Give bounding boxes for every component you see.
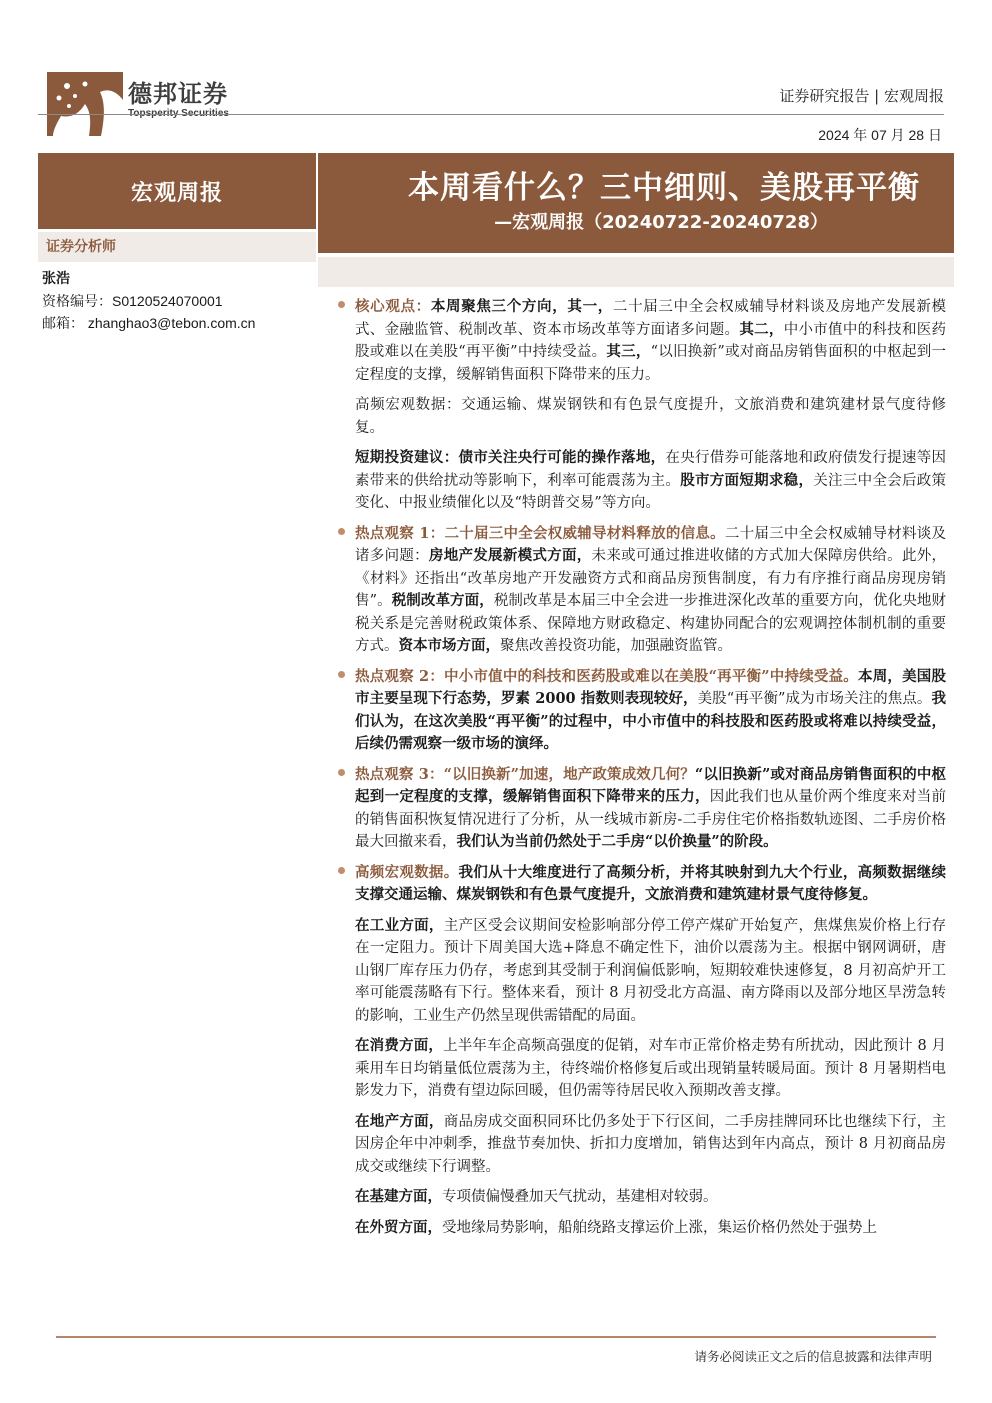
text-segment: 上半年车企高频高强度的促销，对车市正常价格走势有所扰动，因此预计 8 月乘用车日均销量低位震荡为主，待终端价格修复后或出现销量转暖局面。预计 8 月暑期档电影发力下，消费有望边际回暖，但仍需等待居民收入预期改善支撑。 <box>355 1038 946 1099</box>
analyst-cert: 资格编号：S0120524070001 <box>42 293 223 309</box>
report-subtitle: —宏观周报（20240722-20240728） <box>494 212 828 233</box>
body-paragraph <box>336 523 946 658</box>
text-segment: 在消费方面， <box>355 1037 444 1054</box>
text-segment: 关注三中全会后政策变化、中报业绩催化以及“特朗普交易”等方向。 <box>355 472 947 511</box>
bullet-icon <box>338 769 345 776</box>
report-type: 证券研究报告 | 宏观周报 <box>779 87 944 105</box>
body-paragraph <box>336 447 946 515</box>
body-paragraph <box>336 1035 946 1103</box>
text-segment: 受地缘局势影响，船舶绕路支撑运价上涨，集运价格仍然处于强势上 <box>442 1219 877 1236</box>
text-segment: “以旧换新”或对商品房销售面积的中枢起到一定程度的支撑，缓解销售面积下降带来的压力。 <box>355 344 947 383</box>
text-segment: 高频宏观数据：交通运输、煤炭钢铁和有色景气度提升，文旅消费和建筑建材景气度待修复。 <box>355 397 946 436</box>
body-paragraph <box>336 394 946 439</box>
text-segment: 在基建方面， <box>355 1188 442 1205</box>
body-paragraph <box>336 296 946 386</box>
text-segment: 因此我们也从量价两个维度来对当前的销售面积恢复情况进行了分析，从一线城市新房-二手房住宅价格指数轨迹图、二手房价格最大回撤来看， <box>355 789 947 850</box>
analyst-info <box>42 268 255 334</box>
text-segment: 资本市场方面， <box>398 637 500 654</box>
text-segment: 在央行借券可能落地和政府债发行提速等因素带来的供给扰动等影响下，利率可能震荡为主。 <box>355 450 946 489</box>
text-segment: 股市方面短期求稳， <box>680 471 814 489</box>
text-segment: 热点观察 3：“以旧换新”加速，地产政策成效几何？ <box>355 765 695 783</box>
text-segment: 本周聚焦三个方向，其一， <box>430 298 613 315</box>
report-body <box>336 296 946 1247</box>
text-segment: 房地产发展新模式方面， <box>428 547 592 564</box>
analyst-email: 邮箱： zhanghao3@tebon.com.cn <box>42 315 256 331</box>
text-segment: 我们认为当前仍然处于二手房“以价换量”的阶段。 <box>456 833 778 850</box>
text-segment: 税制改革是本届三中全会进一步推进深化改革的重要方向，优化央地财税关系是完善财税政策体系、保障地方财政稳定、构建协同配合的宏观调控体制机制的重要方式。 <box>355 593 947 654</box>
analyst-heading: 证券分析师 <box>38 232 316 262</box>
text-segment: “以旧换新”或对商品房销售面积的中枢起到一定程度的支撑，缓解销售面积下降带来的压力， <box>355 765 946 805</box>
footer-divider <box>56 1336 936 1338</box>
text-segment: 其二， <box>739 320 784 338</box>
text-segment: 短期投资建议：债市关注央行可能的操作落地， <box>355 449 666 466</box>
body-paragraph <box>336 1217 946 1240</box>
text-segment: 未来或可通过推进收储的方式加大保障房供给。此外，《材料》还指出“改革房地产开发融资方式和商品房预售制度，有力有序推行商品房现房销售”。 <box>355 548 947 609</box>
analyst-name: 张浩 <box>42 271 70 287</box>
brand-name-en: Topsperity Securities <box>128 108 229 119</box>
text-segment: 高频宏观数据。 <box>355 863 459 881</box>
header-divider <box>38 114 944 115</box>
title-banner <box>318 153 954 253</box>
text-segment: 专项债偏慢叠加天气扰动，基建相对较弱。 <box>442 1189 718 1205</box>
report-title: 本周看什么？三中细则、美股再平衡 <box>408 170 920 206</box>
text-segment: 中小市值中的科技和医药股或难以在美股“再平衡”中持续受益。 <box>355 321 947 360</box>
title-accent-bar <box>318 257 954 287</box>
company-logo <box>45 70 125 138</box>
report-date: 2024 年 07 月 28 日 <box>818 127 942 143</box>
body-paragraph <box>336 1186 946 1209</box>
text-segment: 在外贸方面， <box>355 1218 442 1236</box>
text-segment: 商品房成交面积同环比仍多处于下行区间，二手房挂牌同环比也继续下行，主因房企年中冲刺季，推盘节奏加快、折扣力度增加，销售达到年内高点，预计 8 月初商品房成交或继续下行调整。 <box>355 1113 947 1175</box>
brand-name-cn: 德邦证券 <box>128 80 228 108</box>
text-segment: 我们从十大维度进行了高频分析，并将其映射到九大个行业，高频数据继续支撑交通运输、煤炭钢铁和有色景气度提升，文旅消费和建筑建材景气度待修复。 <box>355 863 947 903</box>
body-paragraph <box>336 666 946 756</box>
text-segment: 我们认为，在这次美股“再平衡”的过程中，中小市值中的科技股和医药股或将难以持续受益，后续仍需观察一级市场的演绎。 <box>355 690 947 752</box>
text-segment: 本周，美国股市主要呈现下行态势，罗素 2000 指数则表现较好， <box>355 667 946 707</box>
bullet-icon <box>338 867 345 874</box>
text-segment: 热点观察 2：中小市值中的科技和医药股或难以在美股“再平衡”中持续受益。 <box>355 667 858 685</box>
bullet-icon <box>338 528 345 535</box>
text-segment: 在工业方面， <box>355 916 444 934</box>
text-segment: 其三， <box>606 343 651 360</box>
footer-disclaimer: 请务必阅读正文之后的信息披露和法律声明 <box>694 1349 932 1364</box>
body-paragraph <box>336 764 946 854</box>
text-segment: 聚焦改善投资功能，加强融资监管。 <box>500 638 732 654</box>
bullet-icon <box>338 301 345 308</box>
bullet-icon <box>338 671 345 678</box>
text-segment: 在地产方面， <box>355 1112 444 1130</box>
text-segment: 核心观点： <box>355 298 431 315</box>
text-segment: 美股“再平衡”成为市场关注的焦点。 <box>697 691 932 707</box>
text-segment: 税制改革方面， <box>391 592 494 609</box>
body-paragraph <box>336 862 946 907</box>
text-segment: 热点观察 1：二十届三中全会权威辅导材料释放的信息。 <box>355 524 725 542</box>
body-paragraph <box>336 1111 946 1179</box>
text-segment: 二十届三中全会权威辅导材料谈及诸多问题： <box>355 525 946 564</box>
category-banner: 宏观周报 <box>38 153 316 229</box>
body-paragraph <box>336 915 946 1028</box>
text-segment: 主产区受会议期间安检影响部分停工停产煤矿开始复产，焦煤焦炭价格上行存在一定阻力。预计下周美国大选+降息不确定性下，油价以震荡为主。根据中钢网调研，唐山钢厂库存压力仍存，考虑到其受制于利润偏低影响，短期较难快速修复，8 月初高炉开工率可能震荡略有下行。整体来看，预计 8 月初受北方高温、南方降雨以及部分地区旱涝急转的影响，工业生产仍然呈现供需错配的局面。 <box>355 917 947 1024</box>
text-segment: 二十届三中全会权威辅导材料谈及房地产发展新模式、金融监管、税制改革、资本市场改革等方面诸多问题。 <box>355 299 947 338</box>
